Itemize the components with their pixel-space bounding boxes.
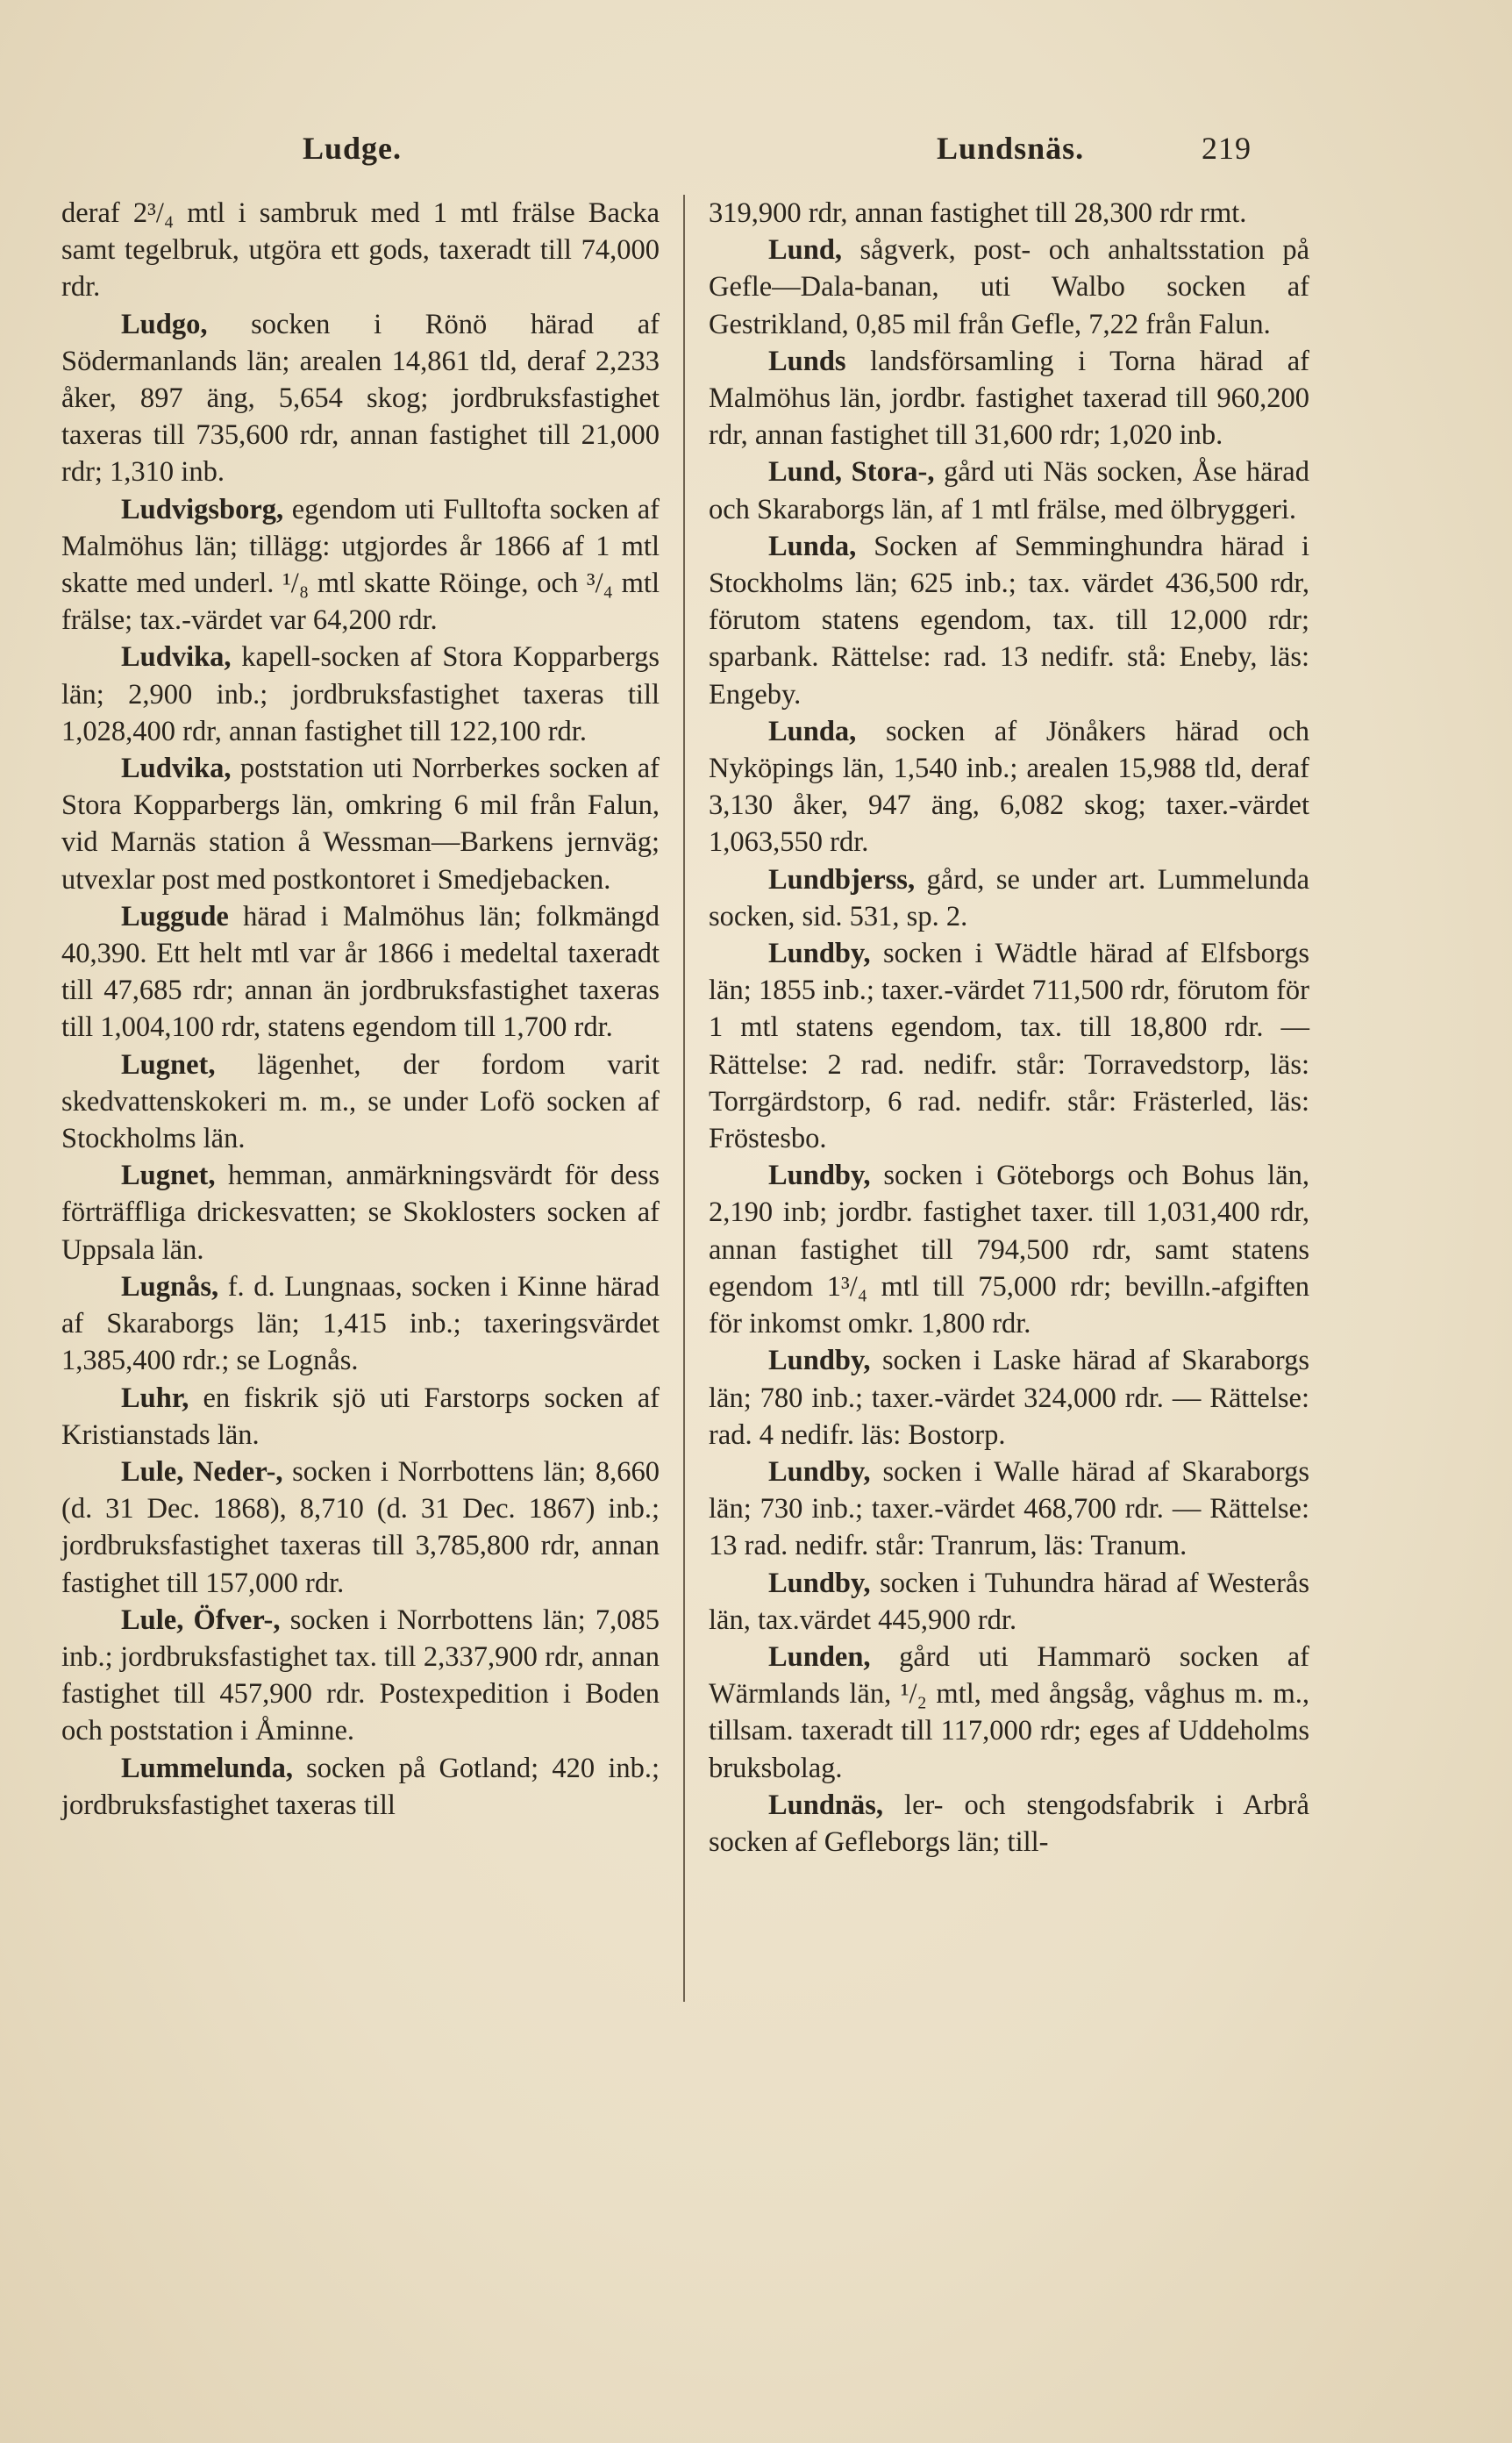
- entry-text: kapell-socken af Stora Kopparbergs län; 2,900 inb.; jordbruksfastighet taxeras till 1,028,400 rdr, annan fastighet till 122,100 rdr.: [61, 641, 660, 747]
- entry-text: socken i Rönö härad af Södermanlands län; arealen 14,861 tld, deraf 2,233 åker, 897 äng, 5,654 skog; jordbruksfastighet taxeras till 735,600 rdr, annan fastighet till 21,000 rdr; 1,310 inb.: [61, 308, 660, 489]
- dictionary-entry: [709, 195, 1309, 232]
- entry-headword: Lugnås,: [121, 1270, 219, 1303]
- dictionary-entry: [61, 750, 660, 898]
- dictionary-entry: [709, 1342, 1309, 1454]
- entry-text: egendom uti Fulltofta socken af Malmöhus län; tillägg: utgjordes år 1866 af 1 mtl skatte med underl. ¹/₈ mtl skatte Röinge, och ³/₄ mtl frälse; tax.-värdet var 64,200 rdr.: [61, 493, 660, 637]
- dictionary-entry: [61, 1268, 660, 1380]
- running-head: [0, 130, 1512, 182]
- dictionary-entry: [61, 1454, 660, 1602]
- entry-text: gård uti Näs socken, Åse härad och Skaraborgs län, af 1 mtl frälse, med ölbryggeri.: [709, 456, 1309, 525]
- left-column: [61, 195, 660, 1824]
- dictionary-entry: [709, 1639, 1309, 1787]
- dictionary-entry: [61, 306, 660, 491]
- entry-text: socken af Jönåkers härad och Nyköpings län, 1,540 inb.; arealen 15,988 tld, deraf 3,130 åker, 947 äng, 6,082 skog; taxer.-värdet 1,063,550 rdr.: [709, 715, 1309, 859]
- dictionary-entry: [61, 1380, 660, 1454]
- entry-text: ler- och stengodsfabrik i Arbrå socken af Gefleborgs län; till-: [709, 1789, 1309, 1858]
- column-divider: [683, 195, 685, 2002]
- entry-text: landsförsamling i Torna härad af Malmöhus län, jordbr. fastighet taxerad till 960,200 rdr, annan fastighet till 31,600 rdr; 1,020 inb.: [709, 345, 1309, 452]
- dictionary-entry: [709, 713, 1309, 861]
- dictionary-entry: [709, 528, 1309, 713]
- entry-text: deraf 2³/₄ mtl i sambruk med 1 mtl frälse Backa samt tegelbruk, utgöra ett gods, taxeradt till 74,000 rdr.: [61, 197, 660, 304]
- entry-headword: Lunda,: [768, 530, 857, 562]
- entry-text: härad i Malmöhus län; folkmängd 40,390. Ett helt mtl var år 1866 i medeltal taxeradt till 47,685 rdr; annan än jordbruksfastighet taxeras till 1,004,100 rdr, statens egendom till 1,700 rdr.: [61, 900, 660, 1044]
- entry-headword: Lule, Neder-,: [121, 1455, 283, 1488]
- dictionary-entry: [709, 1565, 1309, 1639]
- entry-text: socken i Tuhundra härad af Westerås län, tax.värdet 445,900 rdr.: [709, 1567, 1309, 1636]
- entry-headword: Ludvigsborg,: [121, 493, 284, 525]
- entry-headword: Lund, Stora-,: [768, 456, 935, 489]
- entry-headword: Luggude: [121, 900, 229, 932]
- dictionary-entry: [709, 861, 1309, 935]
- dictionary-entry: [61, 1750, 660, 1824]
- entry-text: f. d. Lungnaas, socken i Kinne härad af Skaraborgs län; 1,415 inb.; taxeringsvärdet 1,385,400 rdr.; se Lognås.: [61, 1270, 660, 1377]
- entry-headword: Lundby,: [768, 1160, 871, 1192]
- entry-text: socken i Norrbottens län; 8,660 (d. 31 Dec. 1868), 8,710 (d. 31 Dec. 1867) inb.; jordbruksfastighet taxeras till 3,785,800 rdr, annan fastighet till 157,000 rdr.: [61, 1455, 660, 1599]
- entry-headword: Lunds: [768, 345, 846, 377]
- entry-headword: Lummelunda,: [121, 1752, 293, 1784]
- dictionary-entry: [61, 1602, 660, 1750]
- entry-text: poststation uti Norrberkes socken af Stora Kopparbergs län, omkring 6 mil från Falun, vid Marnäs station å Wessman—Barkens jernväg; utvexlar post med postkontoret i Smedjebacken.: [61, 753, 660, 896]
- entry-text: sågverk, post- och anhaltsstation på Gefle—Dala-banan, uti Walbo socken af Gestrikland, 0,85 mil från Gefle, 7,22 från Falun.: [709, 234, 1309, 340]
- dictionary-entry: [709, 1157, 1309, 1342]
- dictionary-entry: [61, 639, 660, 750]
- entry-headword: Lunda,: [768, 715, 857, 747]
- entry-text: en fiskrik sjö uti Farstorps socken af Kristianstads län.: [61, 1382, 660, 1451]
- entry-headword: Lundby,: [768, 1455, 871, 1488]
- dictionary-entry: [709, 343, 1309, 454]
- entry-text: socken i Laske härad af Skaraborgs län; 780 inb.; taxer.-värdet 324,000 rdr. — Rättelse: rad. 4 nedifr. läs: Bostorp.: [709, 1345, 1309, 1451]
- dictionary-entry: [61, 1046, 660, 1158]
- entry-text: socken i Walle härad af Skaraborgs län; 730 inb.; taxer.-värdet 468,700 rdr. — Rättelse: 13 rad. nedifr. står: Tranrum, läs: Tranum.: [709, 1455, 1309, 1562]
- dictionary-entry: [709, 1787, 1309, 1861]
- entry-text: socken på Gotland; 420 inb.; jordbruksfastighet taxeras till: [61, 1752, 660, 1821]
- entry-headword: Lunden,: [768, 1640, 871, 1673]
- entry-text: gård uti Hammarö socken af Wärmlands län, ¹/₂ mtl, med ångsåg, våghus m. m., tillsam. taxeradt till 117,000 rdr; eges af Uddeholms bruksbolag.: [709, 1640, 1309, 1784]
- right-column: [709, 195, 1309, 1861]
- entry-text: hemman, anmärkningsvärdt för dess förträffliga drickesvatten; se Skoklosters socken af Uppsala län.: [61, 1160, 660, 1266]
- entry-headword: Ludvika,: [121, 753, 232, 785]
- dictionary-entry: [61, 1157, 660, 1268]
- dictionary-entry: [709, 1454, 1309, 1565]
- dictionary-entry: [61, 898, 660, 1046]
- entry-headword: Ludvika,: [121, 641, 232, 674]
- entry-headword: Lugnet,: [121, 1048, 216, 1081]
- dictionary-entry: [709, 232, 1309, 343]
- header-left-word: Ludge.: [303, 131, 403, 166]
- dictionary-entry: [709, 454, 1309, 527]
- page-number: 219: [1202, 131, 1252, 166]
- entry-headword: Lugnet,: [121, 1160, 216, 1192]
- header-right-word: Lundsnäs.: [937, 131, 1085, 166]
- entry-headword: Lundbjerss,: [768, 863, 916, 896]
- dictionary-entry: [709, 935, 1309, 1157]
- dictionary-entry: [61, 195, 660, 306]
- entry-headword: Lundby,: [768, 938, 871, 970]
- entry-text: socken i Norrbottens län; 7,085 inb.; jordbruksfastighet tax. till 2,337,900 rdr, annan fastighet till 457,900 rdr. Postexpedition i Boden och poststation i Åminne.: [61, 1604, 660, 1747]
- entry-headword: Lundby,: [768, 1567, 871, 1599]
- entry-headword: Ludgo,: [121, 308, 208, 340]
- entry-headword: Lund,: [768, 234, 843, 267]
- entry-text: 319,900 rdr, annan fastighet till 28,300 rdr rmt.: [709, 197, 1247, 229]
- entry-text: Socken af Semminghundra härad i Stockholms län; 625 inb.; tax. värdet 436,500 rdr, förutom statens egendom, tax. till 12,000 rdr; sparbank. Rättelse: rad. 13 nedifr. stå: Eneby, läs: Engeby.: [709, 530, 1309, 711]
- entry-text: socken i Göteborgs och Bohus län, 2,190 inb; jordbr. fastighet taxer. till 1,031,400 rdr, annan fastighet till 794,500 rdr, samt statens egendom 1³/₄ mtl till 75,000 rdr; bevilln.-afgiften för inkomst omkr. 1,800 rdr.: [709, 1160, 1309, 1340]
- entry-text: gård, se under art. Lummelunda socken, sid. 531, sp. 2.: [709, 863, 1309, 932]
- entry-text: socken i Wädtle härad af Elfsborgs län; 1855 inb.; taxer.-värdet 711,500 rdr, förutom för 1 mtl statens egendom, tax. till 18,800 rdr. — Rättelse: 2 rad. nedifr. står: Torravedstorp, läs: Torrgärdstorp, 6 rad. nedifr. står: Frästerled, läs: Fröstesbo.: [709, 938, 1309, 1155]
- entry-headword: Lule, Öfver-,: [121, 1604, 281, 1636]
- entry-headword: Lundby,: [768, 1345, 871, 1377]
- entry-headword: Luhr,: [121, 1382, 189, 1414]
- entry-text: lägenhet, der fordom varit skedvattenskokeri m. m., se under Lofö socken af Stockholms län.: [61, 1048, 660, 1155]
- entry-headword: Lundnäs,: [768, 1789, 883, 1821]
- dictionary-entry: [61, 491, 660, 639]
